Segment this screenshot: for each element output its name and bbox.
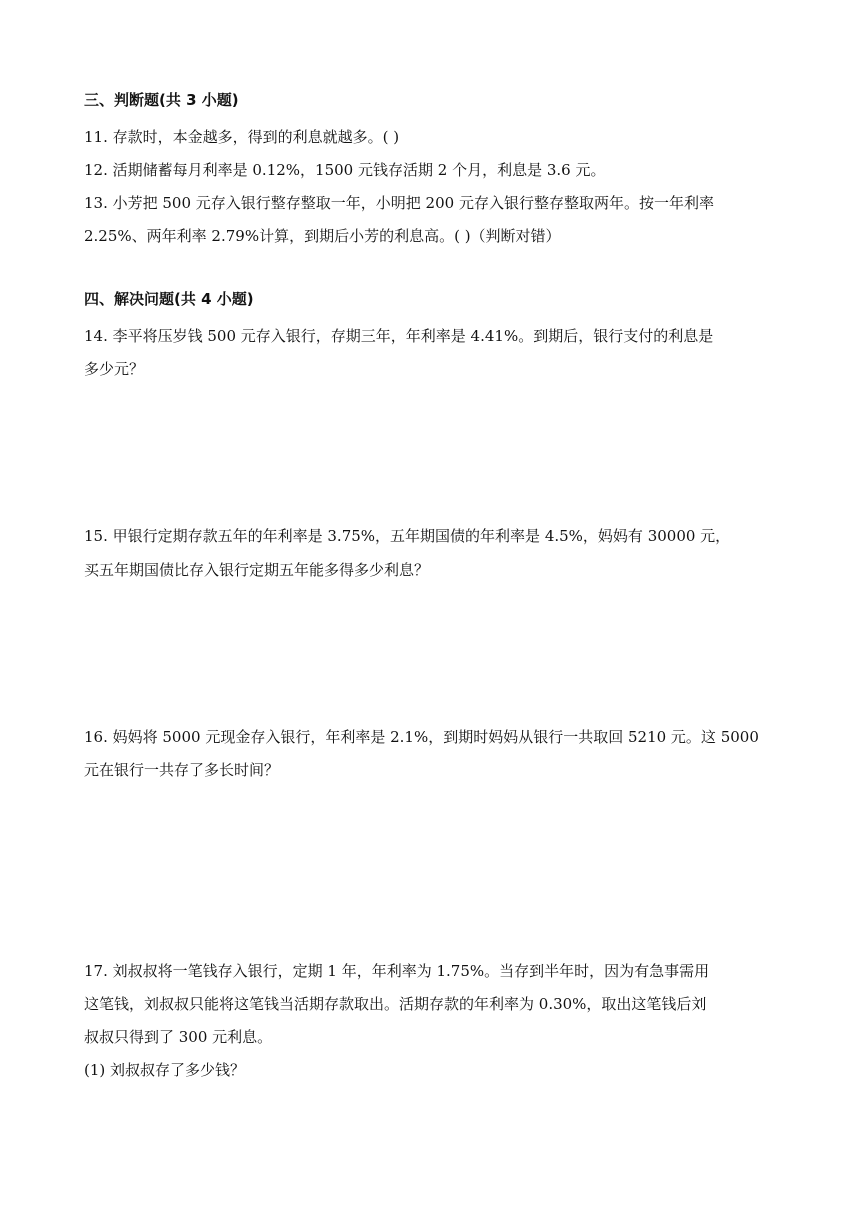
question-17-line-2: 这笔钱，刘叔叔只能将这笔钱当活期存款取出。活期存款的年利率为 0.30%，取出这笔钱后刘 bbox=[84, 995, 707, 1013]
question-17-line-1: 17. 刘叔叔将一笔钱存入银行，定期 1 年，年利率为 1.75%。当存到半年时，因为有急事需用 bbox=[84, 962, 710, 980]
question-17-line-3: 叔叔只得到了 300 元利息。 bbox=[84, 1028, 273, 1046]
question-13-line-1: 13. 小芳把 500 元存入银行整存整取一年，小明把 200 元存入银行整存整取两年。按一年利率 bbox=[84, 194, 714, 212]
section-heading-judgment: 三、判断题(共 3 小题) bbox=[84, 91, 239, 109]
question-13-line-2: 2.25%、两年利率 2.79%计算，到期后小芳的利息高。( )（判断对错） bbox=[84, 227, 561, 245]
question-15-line-1: 15. 甲银行定期存款五年的年利率是 3.75%，五年期国债的年利率是 4.5%，妈妈有 30000 元， bbox=[84, 527, 731, 545]
section-heading-problems: 四、解决问题(共 4 小题) bbox=[84, 290, 254, 308]
question-17-subquestion-1: (1) 刘叔叔存了多少钱？ bbox=[84, 1061, 246, 1079]
question-12: 12. 活期储蓄每月利率是 0.12%，1500 元钱存活期 2 个月，利息是 3.6 元。 bbox=[84, 161, 606, 179]
question-16-line-1: 16. 妈妈将 5000 元现金存入银行，年利率是 2.1%，到期时妈妈从银行一共取回 5210 元。这 5000 bbox=[84, 728, 759, 746]
question-15-line-2: 买五年期国债比存入银行定期五年能多得多少利息？ bbox=[84, 561, 430, 579]
question-16-line-2: 元在银行一共存了多长时间？ bbox=[84, 761, 280, 779]
question-14-line-1: 14. 李平将压岁钱 500 元存入银行，存期三年，年利率是 4.41%。到期后，银行支付的利息是 bbox=[84, 327, 714, 345]
question-11: 11. 存款时，本金越多，得到的利息就越多。( ) bbox=[84, 128, 400, 146]
question-14-line-2: 多少元？ bbox=[84, 360, 145, 378]
